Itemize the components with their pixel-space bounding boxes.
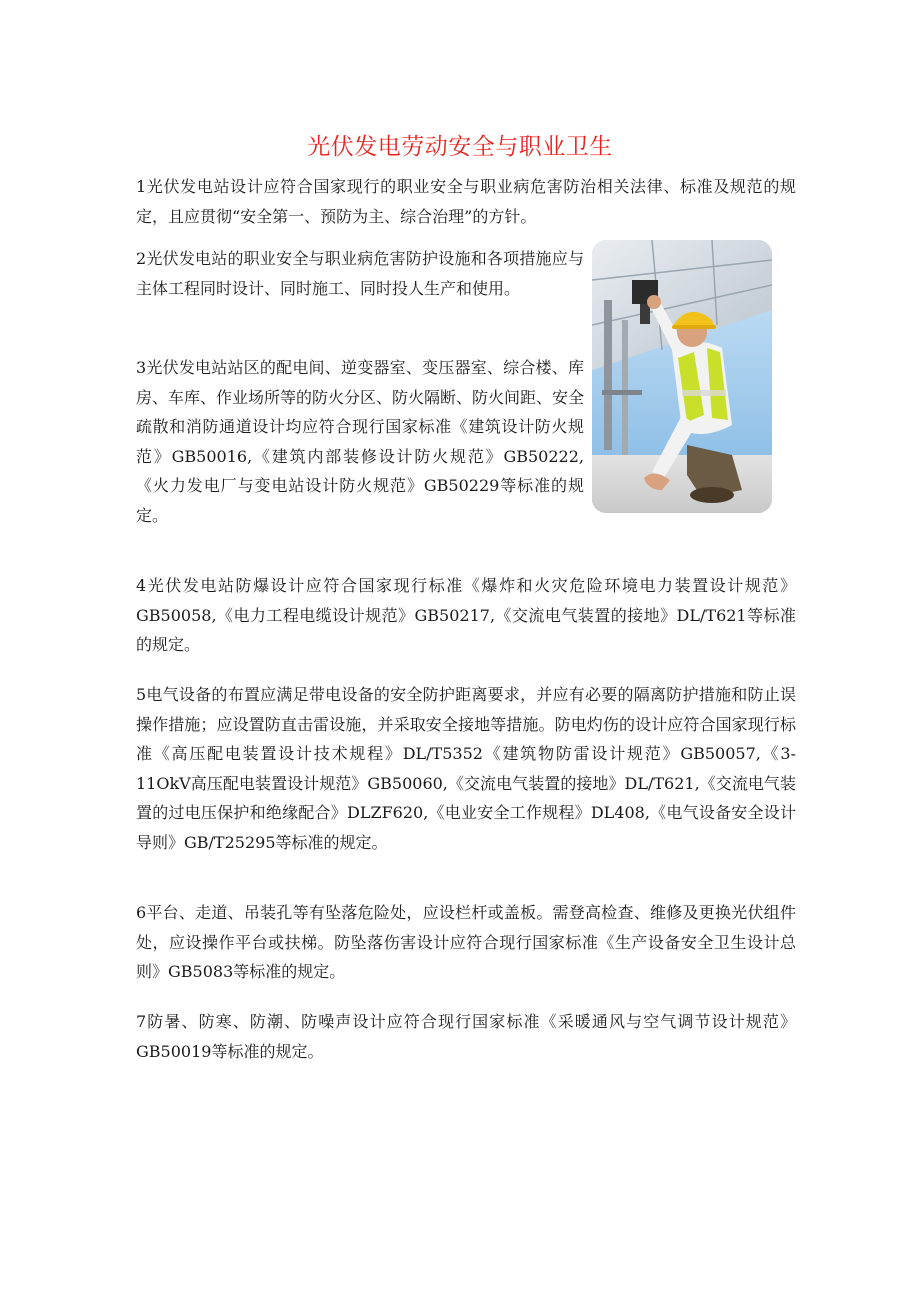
paragraph-7: 7防暑、防寒、防潮、防噪声设计应符合现行国家标准《采暖通风与空气调节设计规范》GB50019等标准的规定。 xyxy=(136,1012,796,1061)
document-title: 光伏发电劳动安全与职业卫生 xyxy=(307,134,613,160)
paragraph-2: 2光伏发电站的职业安全与职业病危害防护设施和各项措施应与主体工程同时设计、同时施工、同时投人生产和使用。 xyxy=(136,249,584,298)
paragraph-3: 3光伏发电站站区的配电间、逆变器室、变压器室、综合楼、库房、车库、作业场所等的防火分区、防火隔断、防火间距、安全疏散和消防通道设计均应符合现行国家标准《建筑设计防火规范》GB50016,《建筑内部装修设计防火规范》GB50222,《火力发电厂与变电站设计防火规范》GB50229等标准的规定。 xyxy=(136,358,585,525)
paragraph-5: 5电气设备的布置应满足带电设备的安全防护距离要求，并应有必要的隔离防护措施和防止误操作措施；应设置防直击雷设施，并采取安全接地等措施。防电灼伤的设计应符合国家现行标准《高压配电装置设计技术规程》DL/T5352《建筑物防雷设计规范》GB50057,《3-11OkV高压配电装置设计规范》GB50060,《交流电气装置的接地》DL/T621,《交流电气装置的过电压保护和绝缘配合》DLZF620,《电业安全工作规程》DL408,《电气设备安全设计导则》GB/T25295等标准的规定。 xyxy=(136,685,796,852)
paragraph-4: 4光伏发电站防爆设计应符合国家现行标准《爆炸和火灾危险环境电力装置设计规范》GB50058,《电力工程电缆设计规范》GB50217,《交流电气装置的接地》DL/T621等标准的规定。 xyxy=(136,576,796,654)
worker-solar-panel-photo xyxy=(592,240,772,513)
paragraph-6: 6平台、走道、吊装孔等有坠落危险处，应设栏杆或盖板。需登高检查、维修及更换光伏组件处，应设操作平台或扶梯。防坠落伤害设计应符合现行国家标准《生产设备安全卫生设计总则》GB5083等标准的规定。 xyxy=(136,903,796,981)
paragraph-1: 1光伏发电站设计应符合国家现行的职业安全与职业病危害防治相关法律、标准及规范的规定，且应贯彻“安全第一、预防为主、综合治理”的方针。 xyxy=(136,177,796,226)
